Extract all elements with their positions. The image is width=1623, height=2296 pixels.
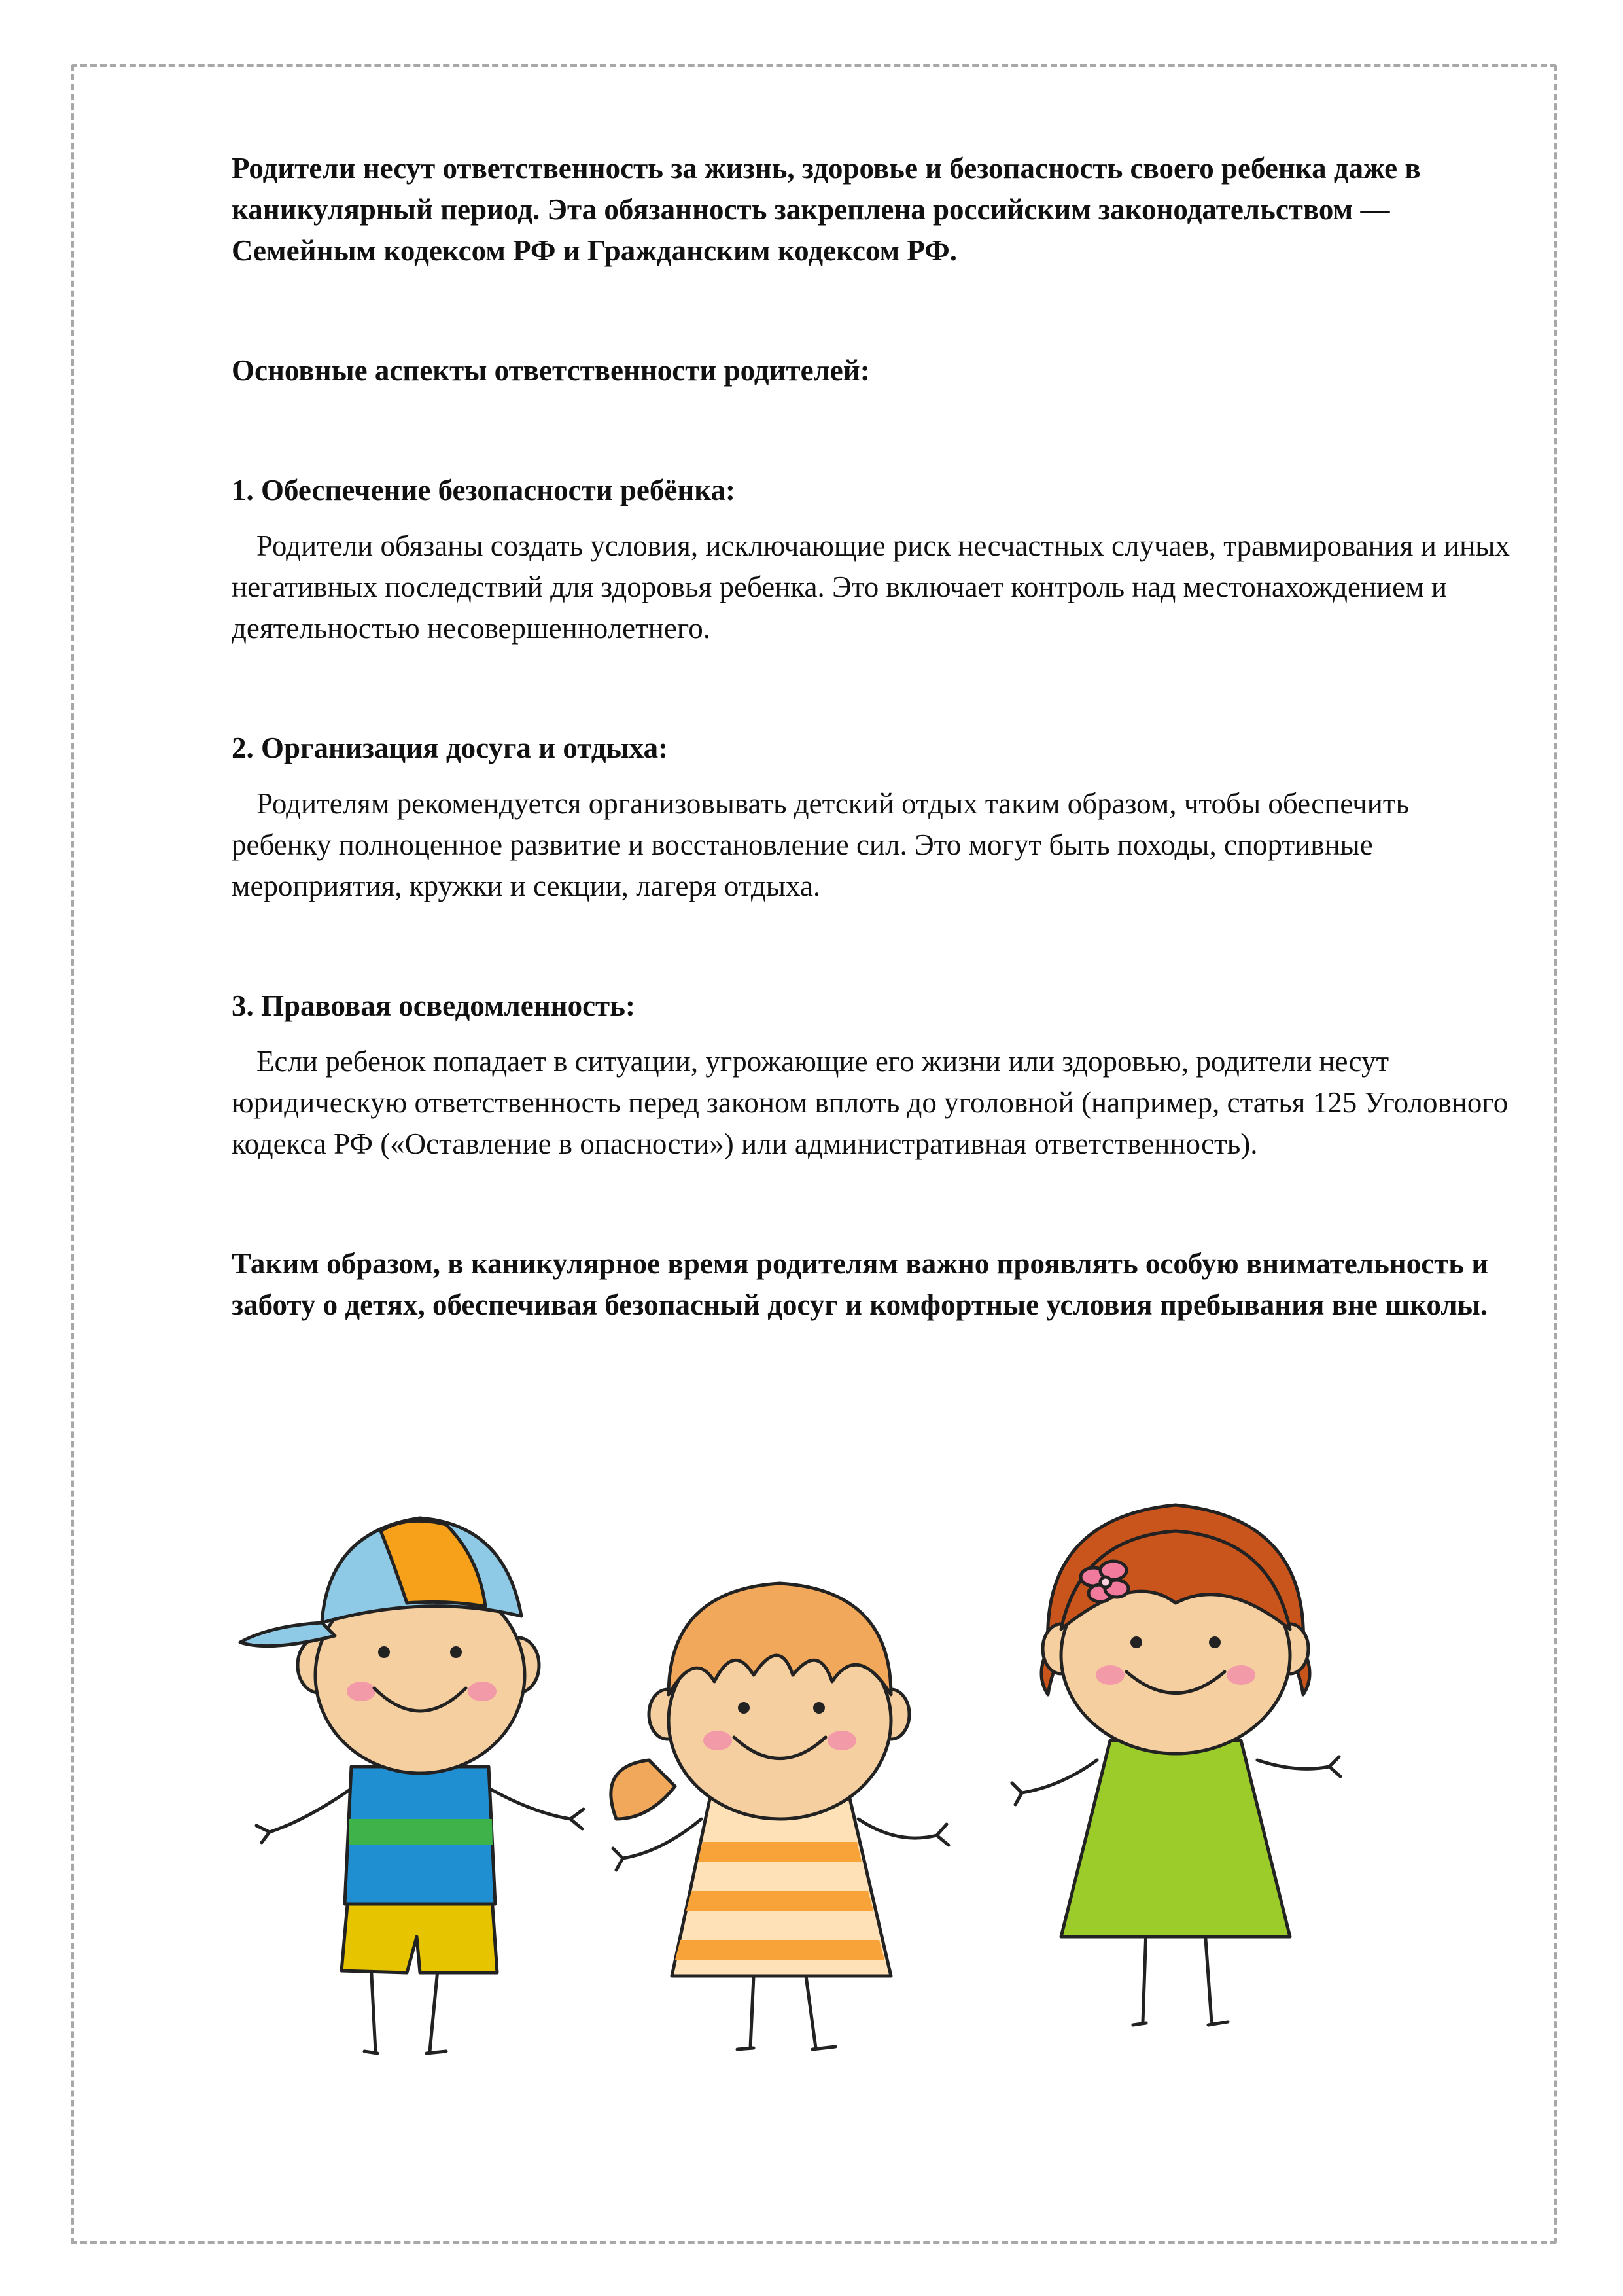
section-heading: 2. Организация досуга и отдыха: xyxy=(232,732,669,764)
section-heading: 3. Правовая осведомленность: xyxy=(232,989,635,1022)
conclusion-paragraph: Таким образом, в каникулярное время родителям важно проявлять особую внимательность и заботу о детях, обеспечивая безопасный досуг и комфортные условия пребывания вне школы. xyxy=(232,1247,1489,1321)
section-leisure xyxy=(232,728,1514,907)
section-heading: 1. Обеспечение безопасности ребёнка: xyxy=(232,474,736,506)
document-body xyxy=(232,148,1514,1326)
section-body: Если ребенок попадает в ситуации, угрожающие его жизни или здоровью, родители несут юридическую ответственность перед законом вплоть до уголовной (например, статья 125 Уголовного кодекса РФ («Оставление в опасности») или административная ответственность). xyxy=(232,1045,1509,1160)
section-body: Родители обязаны создать условия, исключающие риск несчастных случаев, травмирования и иных негативных последствий для здоровья ребенка. Это включает контроль над местонахождением и деятельностью несовершеннолетнего. xyxy=(232,529,1510,645)
section-legal xyxy=(232,985,1514,1165)
girl-blonde-figure xyxy=(611,1583,949,2049)
children-illustration xyxy=(230,1479,1408,2068)
aspects-title: Основные аспекты ответственности родителей: xyxy=(232,354,870,387)
section-safety xyxy=(232,470,1514,649)
intro-paragraph: Родители несут ответственность за жизнь, здоровье и безопасность своего ребенка даже в каникулярный период. Эта обязанность закреплена российским законодательством — Семейным кодексом РФ и Гражданским кодексом РФ. xyxy=(232,152,1421,267)
hair-bow-icon xyxy=(1081,1561,1128,1602)
section-body: Родителям рекомендуется организовывать детский отдых таким образом, чтобы обеспечить ребенку полноценное развитие и восстановление сил. Это могут быть походы, спортивные мероприятия, кружки и секции, лагеря отдыха. xyxy=(232,787,1410,902)
girl-brunette-figure xyxy=(1012,1505,1340,2025)
boy-figure xyxy=(240,1518,584,2053)
